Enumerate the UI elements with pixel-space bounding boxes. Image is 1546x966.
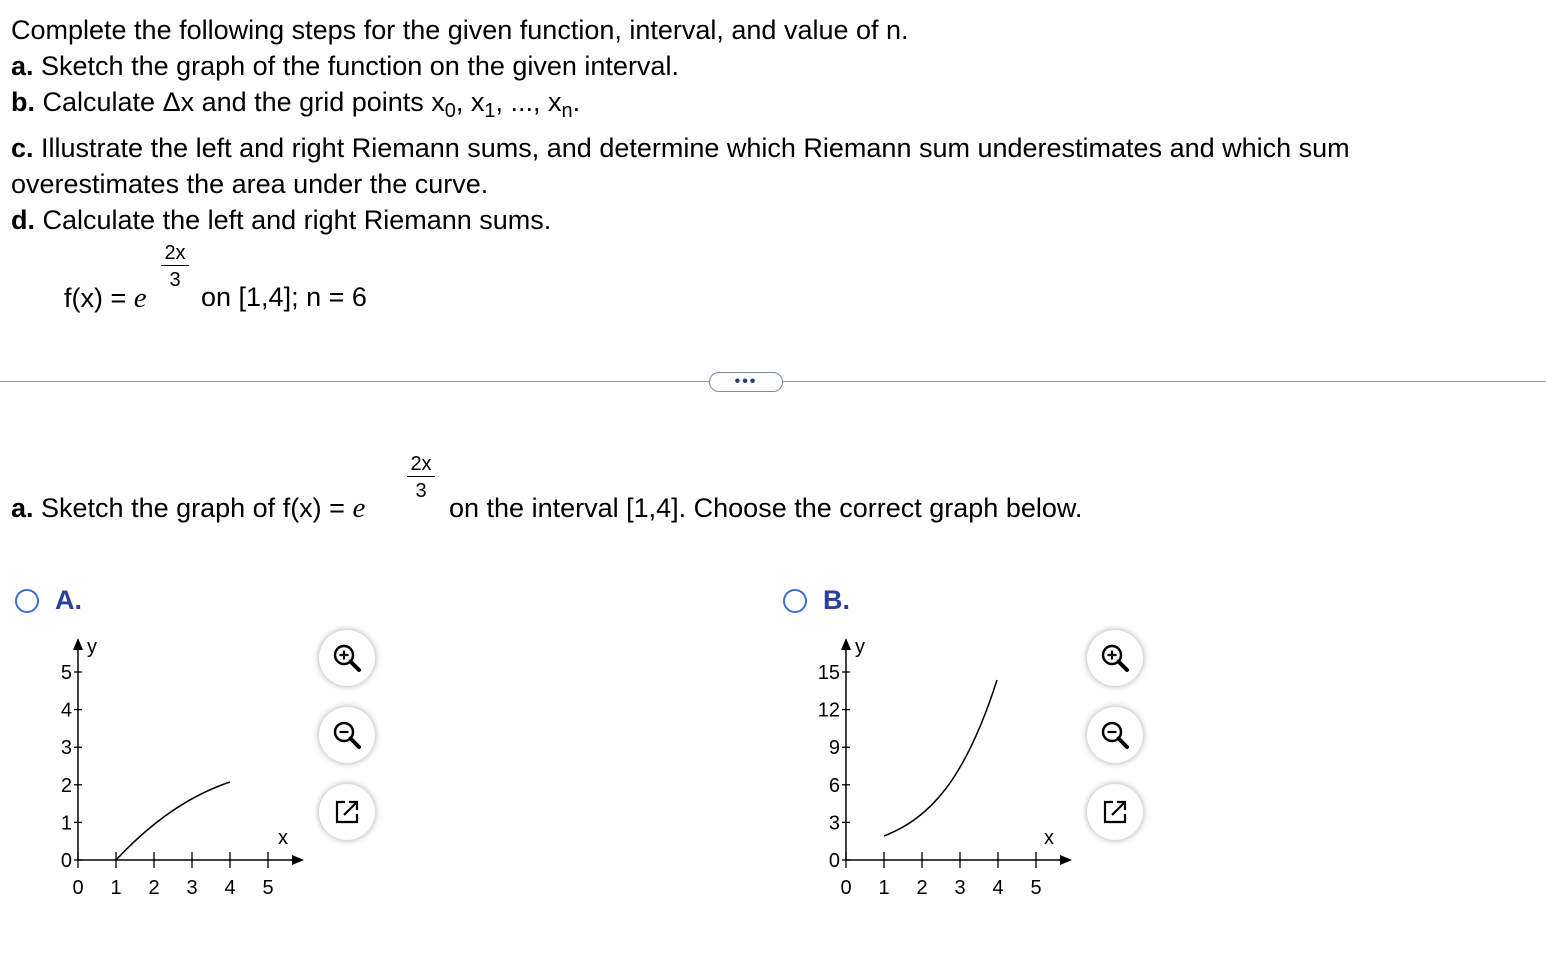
option-b-graph (800, 630, 1090, 900)
option-a-curve (116, 782, 230, 860)
x-tick-label: 0 (840, 877, 852, 899)
step-b (11, 86, 581, 122)
intro-sentence: Complete the following steps for the given function, interval, and value of n. (11, 15, 909, 45)
y-axis-label: y (855, 636, 865, 658)
y-tick-label: 5 (60, 662, 72, 684)
x-ticks (840, 852, 1041, 899)
y-tick-label: 2 (60, 774, 72, 797)
y-tick-label: 15 (817, 662, 840, 684)
x-tick-label: 2 (148, 877, 160, 899)
x-tick-label: 2 (916, 877, 928, 899)
x-tick-label: 3 (186, 877, 198, 899)
option-b-zoom-out-button[interactable] (1087, 707, 1143, 763)
x-tick-label: 0 (72, 877, 84, 899)
step-d-label: d. (11, 205, 35, 235)
function-rest: on [1,4]; n = 6 (201, 282, 367, 312)
x-tick-label: 3 (954, 877, 966, 899)
subscript-1: 1 (484, 100, 496, 122)
question-exponent (407, 453, 435, 502)
option-b-label: B. (823, 585, 850, 615)
y-tick-label: 12 (817, 699, 840, 722)
function-interval (201, 282, 367, 313)
y-ticks (818, 662, 850, 872)
y-tick-label: 6 (828, 774, 840, 797)
step-a-label: a. (11, 51, 34, 81)
step-c-text1: Illustrate the left and right Riemann sums, and determine which Riemann sum underestimates and which sum (33, 133, 1350, 163)
step-b-end: . (572, 87, 581, 117)
function-base: e (133, 282, 147, 314)
option-b-zoom-in-button[interactable] (1087, 630, 1143, 686)
x-tick-label: 4 (992, 877, 1004, 899)
intro-text (11, 14, 909, 46)
zoom-in-icon (331, 642, 363, 674)
question-lhs-wrap (11, 492, 365, 524)
y-tick-label: 0 (828, 850, 840, 872)
expand-icon (1100, 797, 1130, 827)
y-tick-label: 0 (60, 850, 72, 872)
step-c-continued (11, 168, 488, 200)
y-axis-label: y (87, 636, 97, 658)
y-tick-label: 9 (828, 737, 840, 760)
expand-icon (332, 797, 362, 827)
x-axis-label: x (278, 827, 288, 849)
step-d (11, 204, 551, 236)
question-base: e (352, 492, 366, 524)
option-a-graph (40, 630, 320, 900)
question-exponent-denominator: 3 (415, 480, 427, 502)
x-ticks (72, 852, 273, 899)
option-a-label: A. (55, 585, 82, 615)
function-lhs-wrap (64, 282, 147, 315)
option-a-radio[interactable] (15, 589, 39, 613)
y-tick-label: 1 (60, 812, 72, 835)
step-b-label: b. (11, 87, 35, 117)
function-lhs: f(x) = (64, 283, 134, 313)
function-exponent (161, 242, 189, 291)
step-b-mid2: , ..., x (495, 87, 562, 117)
step-d-text: Calculate the left and right Riemann sums. (35, 205, 552, 235)
x-tick-label: 1 (878, 877, 890, 899)
step-c (11, 132, 1350, 164)
step-c-label: c. (11, 133, 34, 163)
question-rest-wrap (449, 492, 1082, 524)
zoom-out-icon (1099, 719, 1131, 751)
option-b-radio[interactable] (783, 589, 807, 613)
option-a-zoom-in-button[interactable] (319, 630, 375, 686)
fraction-bar (161, 265, 189, 266)
option-b-curve (884, 680, 997, 836)
dots-label: ••• (734, 373, 758, 390)
step-a-text: Sketch the graph of the function on the given interval. (33, 51, 679, 81)
option-a-zoom-out-button[interactable] (319, 707, 375, 763)
question-label: a. (11, 493, 34, 523)
x-tick-label: 5 (1030, 877, 1042, 899)
option-a[interactable] (15, 585, 82, 616)
zoom-in-icon (1099, 642, 1131, 674)
x-tick-label: 5 (262, 877, 274, 899)
y-ticks (61, 662, 82, 872)
step-b-text: Calculate Δx and the grid points x (35, 87, 445, 117)
option-b[interactable] (783, 585, 850, 616)
y-tick-label: 4 (60, 699, 72, 722)
step-b-mid: , x (455, 87, 485, 117)
option-a-expand-button[interactable] (319, 784, 375, 840)
exponent-denominator: 3 (169, 269, 181, 291)
subscript-n: n (561, 100, 573, 122)
question-exponent-numerator: 2x (410, 453, 432, 475)
x-tick-label: 4 (224, 877, 236, 899)
zoom-out-icon (331, 719, 363, 751)
exponent-numerator: 2x (164, 242, 186, 264)
step-c-text2: overestimates the area under the curve. (11, 169, 489, 199)
y-tick-label: 3 (828, 812, 840, 835)
question-text-before: Sketch the graph of f(x) = (33, 493, 353, 523)
question-fraction-bar (407, 476, 435, 477)
step-a (11, 50, 679, 82)
expand-dots-button[interactable] (709, 372, 783, 392)
y-tick-label: 3 (60, 737, 72, 760)
question-text-after: on the interval [1,4]. Choose the correct graph below. (449, 493, 1083, 523)
x-axis-label: x (1044, 827, 1054, 849)
x-tick-label: 1 (110, 877, 122, 899)
option-b-expand-button[interactable] (1087, 784, 1143, 840)
subscript-0: 0 (444, 100, 456, 122)
